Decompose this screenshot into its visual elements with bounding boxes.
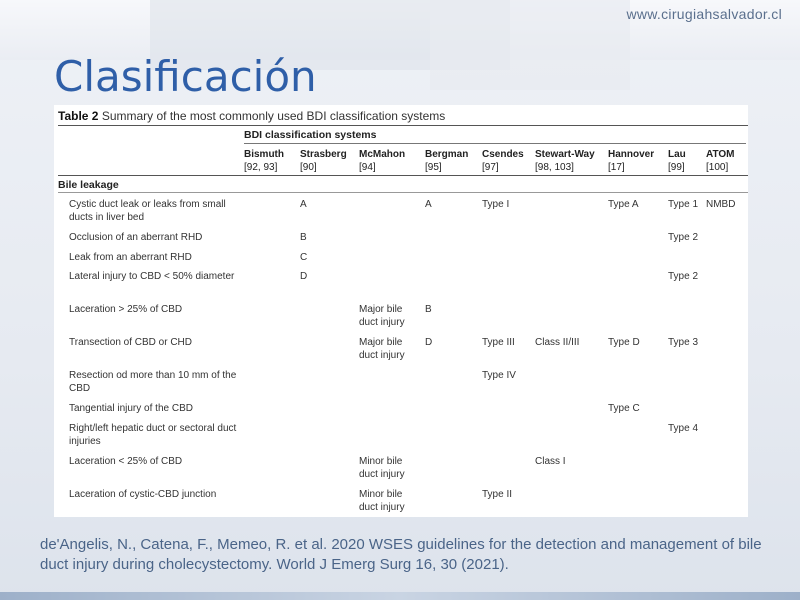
column-header	[300, 148, 347, 174]
column-header-ref: [98, 103]	[535, 162, 574, 173]
table-row-label: Laceration < 25% of CBD	[69, 456, 183, 467]
table-cell: A	[300, 199, 307, 210]
column-header-name: Bismuth	[244, 149, 284, 160]
table-cell: Class I	[535, 456, 566, 467]
column-header	[359, 148, 405, 174]
table-cell: Major bile duct injury	[359, 304, 405, 328]
table-section-rule	[58, 192, 748, 193]
table-row-label: Tangential injury of the CBD	[69, 403, 193, 414]
table-cell: D	[300, 271, 308, 282]
table-row-label: Transection of CBD or CHD	[69, 337, 192, 348]
table-cell: Type III	[482, 337, 515, 348]
column-header	[425, 148, 468, 174]
table-cell: Type IV	[482, 370, 516, 381]
column-header-ref: [94]	[359, 162, 376, 173]
table-caption-label: Table 2	[58, 109, 99, 123]
column-header-name: ATOM	[706, 149, 735, 160]
table-cell: Type 3	[668, 337, 699, 348]
table-row-label: Resection od more than 10 mm of the CBD	[69, 370, 237, 394]
table-cell: Type 2	[668, 271, 699, 282]
table-cell: Type D	[608, 337, 640, 348]
table-panel	[54, 105, 748, 517]
table-cell: Type I	[482, 199, 510, 210]
table-cell: Major bile duct injury	[359, 337, 405, 361]
column-header-ref: [90]	[300, 162, 317, 173]
table-row-label: Occlusion of an aberrant RHD	[69, 232, 203, 243]
table-cell: Class II/III	[535, 337, 580, 348]
table-caption	[58, 109, 445, 123]
table-caption-text: Summary of the most commonly used BDI classification systems	[101, 109, 446, 123]
table-cell: NMBD	[706, 199, 736, 210]
table-top-rule	[58, 125, 748, 126]
table-row-label: Cystic duct leak or leaks from small ducts in liver bed	[69, 199, 226, 223]
column-header-ref: [95]	[425, 162, 442, 173]
table-header-rule	[58, 175, 748, 176]
table-row-label: Laceration > 25% of CBD	[69, 304, 183, 315]
column-header-name: McMahon	[359, 149, 406, 160]
slide-title: Clasificación	[54, 52, 317, 101]
table-group-header: BDI classification systems	[244, 129, 377, 141]
table-cell: Minor bile duct injury	[359, 489, 405, 513]
column-header-ref: [99]	[668, 162, 685, 173]
table-row-label: Laceration of cystic-CBD junction	[69, 489, 217, 500]
column-header-name: Strasberg	[300, 149, 347, 160]
table-row-label: Right/left hepatic duct or sectoral duct injuries	[69, 423, 237, 447]
table-row-label: Leak from an aberrant RHD	[69, 252, 192, 263]
decorative-shape	[430, 0, 630, 90]
table-cell: B	[425, 304, 432, 315]
column-header-ref: [92, 93]	[244, 162, 278, 173]
table-cell: Minor bile duct injury	[359, 456, 405, 480]
table-cell: Type II	[482, 489, 513, 500]
column-header	[668, 148, 686, 174]
table-cell: D	[425, 337, 433, 348]
table-row-label: Lateral injury to CBD < 50% diameter	[69, 271, 235, 282]
column-header-ref: [97]	[482, 162, 499, 173]
column-header	[482, 148, 524, 174]
column-header-ref: [100]	[706, 162, 729, 173]
column-header	[706, 148, 735, 174]
table-cell: Type C	[608, 403, 640, 414]
column-header	[244, 148, 284, 174]
table-cell: Type 4	[668, 423, 699, 434]
column-header-ref: [17]	[608, 162, 625, 173]
site-url: www.cirugiahsalvador.cl	[626, 6, 782, 22]
table-cell: B	[300, 232, 307, 243]
column-header	[608, 148, 654, 174]
table-cell: C	[300, 252, 308, 263]
slide-bottom-band	[0, 592, 800, 600]
table-group-rule	[244, 143, 746, 144]
table-cell: Type 1	[668, 199, 699, 210]
column-header-name: Hannover	[608, 149, 655, 160]
citation: de'Angelis, N., Catena, F., Memeo, R. et al. 2020 WSES guidelines for the detection and management of bile duct injury during cholecystectomy. World J Emerg Surg 16, 30 (2021).	[40, 536, 762, 573]
column-header-name: Csendes	[482, 149, 524, 160]
column-header	[535, 148, 595, 174]
table-cell: Type A	[608, 199, 639, 210]
column-header-name: Stewart-Way	[535, 149, 595, 160]
table-cell: Type 2	[668, 232, 699, 243]
column-header-name: Bergman	[425, 149, 469, 160]
column-header-name: Lau	[668, 149, 686, 160]
table-cell: A	[425, 199, 432, 210]
table-section-label: Bile leakage	[58, 179, 119, 191]
